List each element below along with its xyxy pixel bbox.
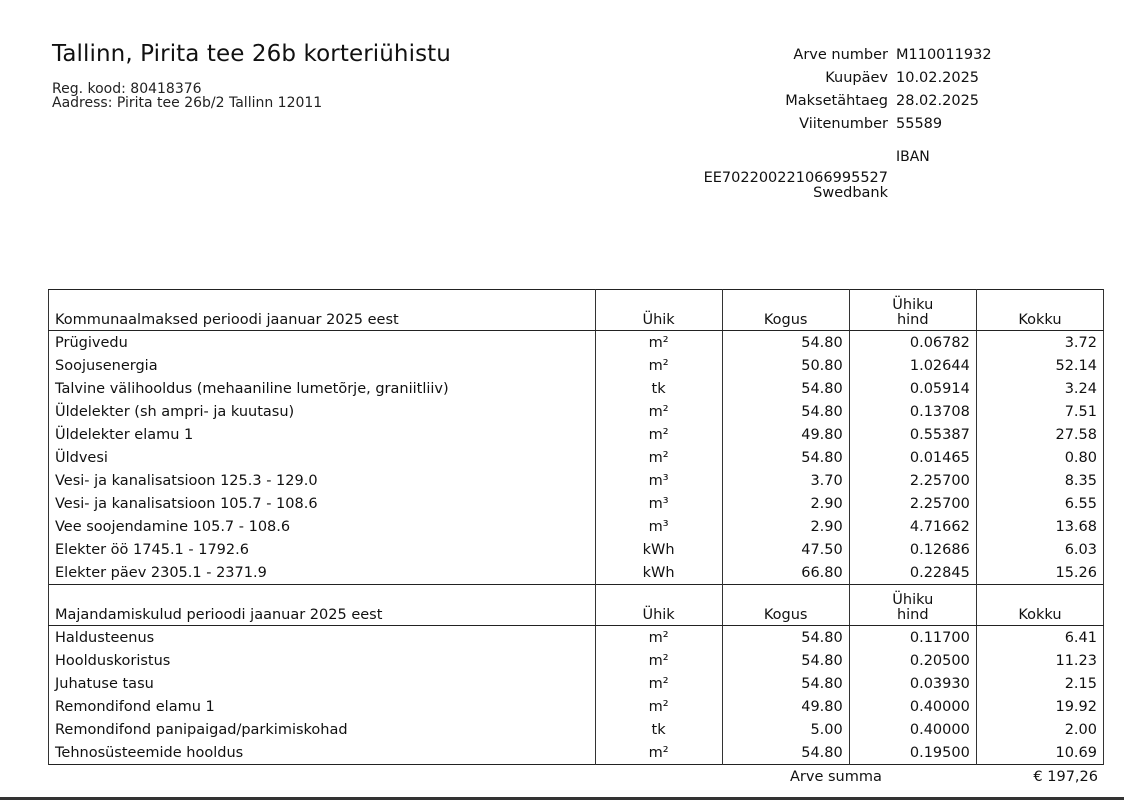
col-qty-header: Kogus (722, 290, 849, 331)
reg-code: Reg. kood: 80418376 (52, 81, 202, 97)
item-unit: tk (595, 718, 722, 741)
item-price: 2.25700 (849, 469, 976, 492)
item-name: Vee soojendamine 105.7 - 108.6 (49, 515, 596, 538)
table-row (49, 331, 1104, 355)
item-name: Haldusteenus (49, 626, 596, 650)
item-price: 2.25700 (849, 492, 976, 515)
section-title: Kommunaalmaksed perioodi jaanuar 2025 eest (49, 290, 596, 331)
item-qty: 54.80 (722, 626, 849, 650)
meta-label: Arve number (793, 47, 888, 63)
invoice-sum-label: Arve summa (790, 769, 882, 785)
table-row (49, 538, 1104, 561)
table-row (49, 469, 1104, 492)
item-total: 10.69 (976, 741, 1103, 765)
item-qty: 54.80 (722, 446, 849, 469)
item-qty: 54.80 (722, 331, 849, 355)
item-unit: m³ (595, 469, 722, 492)
section-header-row (49, 585, 1104, 626)
item-unit: m² (595, 446, 722, 469)
item-price: 0.03930 (849, 672, 976, 695)
col-price-header-line2: hind (896, 607, 929, 623)
item-price: 0.19500 (849, 741, 976, 765)
item-total: 52.14 (976, 354, 1103, 377)
item-name: Üldvesi (49, 446, 596, 469)
item-total: 3.72 (976, 331, 1103, 355)
item-unit: tk (595, 377, 722, 400)
item-qty: 66.80 (722, 561, 849, 585)
section-title: Majandamiskulud perioodi jaanuar 2025 eest (49, 585, 596, 626)
item-unit: m² (595, 400, 722, 423)
section-header-row (49, 290, 1104, 331)
item-name: Vesi- ja kanalisatsioon 105.7 - 108.6 (49, 492, 596, 515)
meta-label: Kuupäev (825, 70, 888, 86)
table-row (49, 626, 1104, 650)
item-name: Talvine välihooldus (mehaaniline lumetõrje, graniitliiv) (49, 377, 596, 400)
table-row (49, 741, 1104, 765)
item-total: 19.92 (976, 695, 1103, 718)
item-qty: 54.80 (722, 400, 849, 423)
item-name: Hoolduskoristus (49, 649, 596, 672)
col-price-header-line1: Ühiku (892, 297, 934, 313)
item-name: Üldelekter (sh ampri- ja kuutasu) (49, 400, 596, 423)
table-row (49, 492, 1104, 515)
item-total: 2.00 (976, 718, 1103, 741)
item-unit: m² (595, 672, 722, 695)
bank-name: Swedbank (813, 185, 888, 201)
item-total: 7.51 (976, 400, 1103, 423)
item-qty: 54.80 (722, 741, 849, 765)
item-unit: kWh (595, 538, 722, 561)
item-qty: 49.80 (722, 695, 849, 718)
item-price: 0.13708 (849, 400, 976, 423)
item-total: 8.35 (976, 469, 1103, 492)
item-unit: m³ (595, 515, 722, 538)
item-total: 2.15 (976, 672, 1103, 695)
item-unit: m² (595, 626, 722, 650)
item-unit: m² (595, 649, 722, 672)
col-price-header-line1: Ühiku (892, 592, 934, 608)
table-row (49, 649, 1104, 672)
item-price: 0.22845 (849, 561, 976, 585)
item-price: 4.71662 (849, 515, 976, 538)
item-price: 0.40000 (849, 718, 976, 741)
item-qty: 54.80 (722, 649, 849, 672)
item-total: 3.24 (976, 377, 1103, 400)
table-row (49, 377, 1104, 400)
item-unit: m² (595, 695, 722, 718)
item-unit: kWh (595, 561, 722, 585)
item-name: Elekter päev 2305.1 - 2371.9 (49, 561, 596, 585)
item-total: 11.23 (976, 649, 1103, 672)
item-name: Elekter öö 1745.1 - 1792.6 (49, 538, 596, 561)
item-price: 0.40000 (849, 695, 976, 718)
item-unit: m² (595, 741, 722, 765)
item-total: 15.26 (976, 561, 1103, 585)
item-unit: m² (595, 354, 722, 377)
item-price: 0.12686 (849, 538, 976, 561)
item-unit: m² (595, 423, 722, 446)
item-name: Remondifond elamu 1 (49, 695, 596, 718)
table-row (49, 718, 1104, 741)
iban-label: IBAN (896, 149, 930, 165)
item-total: 13.68 (976, 515, 1103, 538)
meta-label: Maksetähtaeg (785, 93, 888, 109)
item-qty: 2.90 (722, 515, 849, 538)
item-qty: 47.50 (722, 538, 849, 561)
item-price: 0.05914 (849, 377, 976, 400)
item-name: Üldelekter elamu 1 (49, 423, 596, 446)
col-total-header: Kokku (976, 585, 1103, 626)
invoice-table (48, 289, 1104, 765)
col-unit-header: Ühik (595, 290, 722, 331)
meta-value: 28.02.2025 (896, 93, 980, 109)
item-qty: 50.80 (722, 354, 849, 377)
item-total: 6.55 (976, 492, 1103, 515)
item-name: Soojusenergia (49, 354, 596, 377)
col-price-header-line2: hind (896, 312, 929, 328)
col-unit-header: Ühik (595, 585, 722, 626)
table-row (49, 446, 1104, 469)
item-name: Remondifond panipaigad/parkimiskohad (49, 718, 596, 741)
item-total: 0.80 (976, 446, 1103, 469)
col-qty-header: Kogus (722, 585, 849, 626)
item-unit: m³ (595, 492, 722, 515)
item-qty: 49.80 (722, 423, 849, 446)
item-qty: 2.90 (722, 492, 849, 515)
item-price: 0.06782 (849, 331, 976, 355)
table-row (49, 354, 1104, 377)
item-name: Juhatuse tasu (49, 672, 596, 695)
item-price: 1.02644 (849, 354, 976, 377)
item-price: 0.55387 (849, 423, 976, 446)
item-unit: m² (595, 331, 722, 355)
meta-value: 10.02.2025 (896, 70, 980, 86)
table-row (49, 561, 1104, 585)
item-price: 0.11700 (849, 626, 976, 650)
table-row (49, 515, 1104, 538)
item-qty: 5.00 (722, 718, 849, 741)
item-qty: 54.80 (722, 377, 849, 400)
item-total: 6.03 (976, 538, 1103, 561)
item-name: Tehnosüsteemide hooldus (49, 741, 596, 765)
table-row (49, 672, 1104, 695)
item-qty: 54.80 (722, 672, 849, 695)
table-row (49, 423, 1104, 446)
table-row (49, 695, 1104, 718)
item-total: 27.58 (976, 423, 1103, 446)
company-title: Tallinn, Pirita tee 26b korteriühistu (52, 41, 451, 67)
col-total-header: Kokku (976, 290, 1103, 331)
item-name: Prügivedu (49, 331, 596, 355)
col-price-header (849, 290, 976, 331)
item-price: 0.01465 (849, 446, 976, 469)
meta-value: M110011932 (896, 47, 992, 63)
iban-number: EE702200221066995527 (703, 170, 888, 186)
meta-value: 55589 (896, 116, 943, 132)
meta-label: Viitenumber (799, 116, 888, 132)
item-name: Vesi- ja kanalisatsioon 125.3 - 129.0 (49, 469, 596, 492)
col-price-header (849, 585, 976, 626)
item-qty: 3.70 (722, 469, 849, 492)
table-row (49, 400, 1104, 423)
item-total: 6.41 (976, 626, 1103, 650)
item-price: 0.20500 (849, 649, 976, 672)
invoice-sum-value: € 197,26 (1033, 769, 1098, 785)
company-address: Aadress: Pirita tee 26b/2 Tallinn 12011 (52, 95, 323, 111)
